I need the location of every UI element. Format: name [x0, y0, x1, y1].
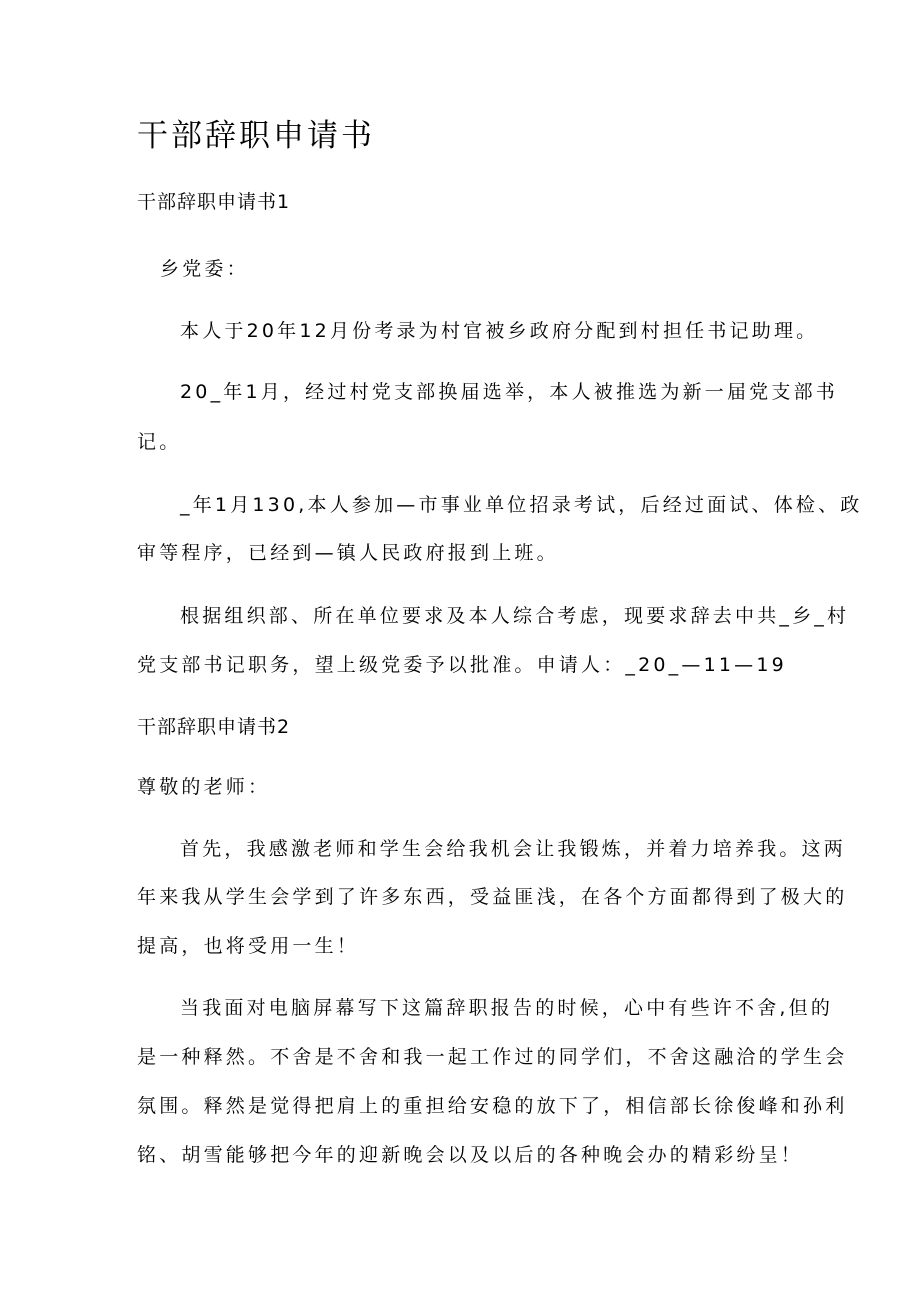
letter1-paragraph-4-line-1: 根据组织部、所在单位要求及本人综合考虑，现要求辞去中共_乡_村: [180, 605, 850, 627]
letter1-paragraph-2-line-2: 记。: [137, 431, 182, 453]
letter1-paragraph-2-line-1: 20_年1月，经过村党支部换届选举，本人被推选为新一届党支部书: [180, 381, 838, 403]
letter2-paragraph-1-line-3: 提高，也将受用一生！: [137, 935, 360, 957]
letter2-salutation: 尊敬的老师：: [137, 776, 271, 798]
letter2-paragraph-1-line-1: 首先，我感激老师和学生会给我机会让我锻炼，并着力培养我。这两: [180, 838, 847, 860]
letter2-paragraph-2-line-2: 是一种释然。不舍是不舍和我一起工作过的同学们，不舍这融洽的学生会: [137, 1046, 848, 1068]
letter2-heading: 干部辞职申请书2: [137, 716, 291, 738]
letter2-paragraph-2-line-4: 铭、胡雪能够把今年的迎新晚会以及以后的各种晚会办的精彩纷呈！: [137, 1144, 804, 1166]
letter1-paragraph-1-line-1: 本人于20年12月份考录为村官被乡政府分配到村担任书记助理。: [180, 320, 819, 342]
letter1-paragraph-3-line-1: _年1月130,本人参加—市事业单位招录考试，后经过面试、体检、政: [180, 494, 863, 516]
letter1-paragraph-3-line-2: 审等程序，已经到—镇人民政府报到上班。: [137, 542, 559, 564]
letter1-paragraph-4-line-2: 党支部书记职务，望上级党委予以批准。申请人：_20_—11—19: [137, 654, 787, 676]
letter2-paragraph-2-line-1: 当我面对电脑屏幕写下这篇辞职报告的时候，心中有些许不舍,但的: [180, 997, 834, 1019]
letter2-paragraph-2-line-3: 氛围。释然是觉得把肩上的重担给安稳的放下了，相信部长徐俊峰和孙利: [137, 1095, 848, 1117]
letter1-heading: 干部辞职申请书1: [137, 191, 291, 213]
document-title: 干部辞职申请书: [137, 118, 375, 154]
letter1-salutation: 乡党委：: [160, 258, 249, 280]
letter2-paragraph-1-line-2: 年来我从学生会学到了许多东西，受益匪浅，在各个方面都得到了极大的: [137, 886, 848, 908]
